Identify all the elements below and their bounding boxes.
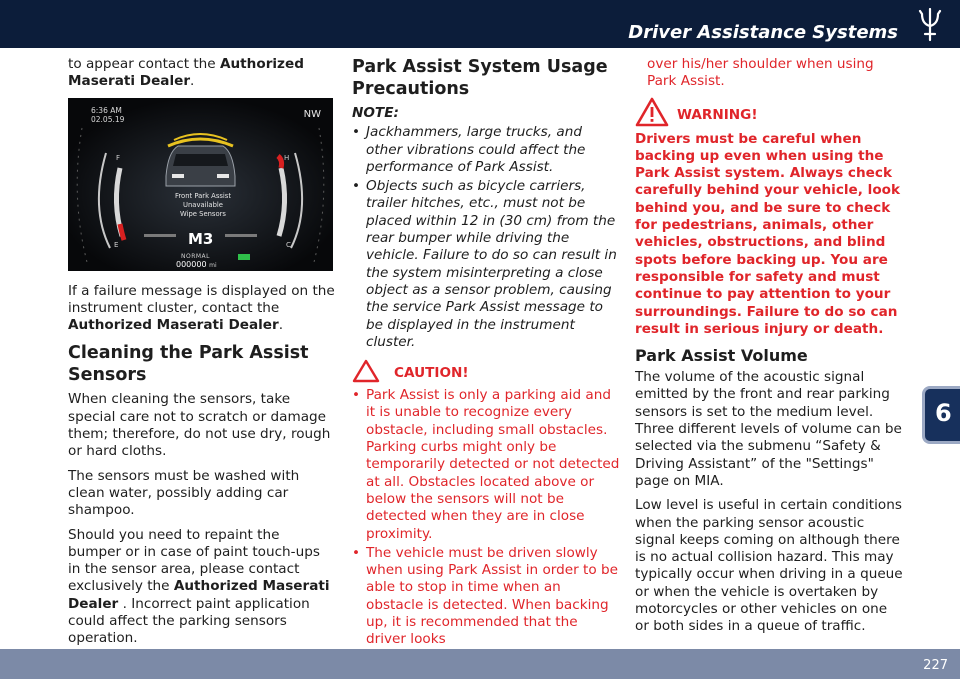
failure-paragraph: If a failure message is displayed on the instrument cluster, contact the Authorized Maserati Dealer. [68, 282, 335, 334]
cleaning-paragraph-3: Should you need to repaint the bumper or in case of paint touch-ups in the sensor area, please contact exclusively the Authorized Maserati Dealer . Incorrect paint application could affect the parking sensors operation. [68, 526, 330, 647]
warning-text: Drivers must be careful when backing up even when using the Park Assist system. Always check carefully behind your vehicle, look behind you, and be sure to check for pedestrians, animals, other vehicles, obstructions, and blind spots before backing up. You are responsible for safety and must continue to pay attention to your surroundings. Failure to do so can result in serious injury or death. [635, 130, 901, 337]
instrument-cluster-image [68, 98, 333, 271]
warning-triangle-icon [635, 97, 669, 127]
fuel-empty-label: E [114, 240, 119, 249]
note-label: NOTE: [352, 105, 399, 121]
dealer-link: Authorized Maserati Dealer [68, 56, 304, 90]
cluster-gear: M3 [188, 229, 214, 248]
caution-label: CAUTION! [394, 364, 469, 381]
precautions-heading: Park Assist System Usage Precautions [352, 57, 608, 99]
page-header [0, 0, 960, 48]
intro-paragraph: to appear contact the Authorized Maserati Dealer. [68, 56, 304, 90]
cleaning-paragraph-1: When cleaning the sensors, take special care not to scratch or damage them; therefore, do not use dry, rough or hard cloths. [68, 391, 331, 460]
note-item: • Objects such as bicycle carriers, trailer hitches, etc., must not be placed within 12 in (30 cm) from the rear bumper while driving the vehicle. Failure to do so can result in the system misinterpreting a close object as a sensor problem, causing the service Park Assist message to be displayed in the instrument cluster. [352, 178, 617, 350]
caution-continued: over his/her shoulder when using Park Assist. [647, 56, 874, 90]
cluster-odometer: 000000 mi [176, 259, 217, 269]
trident-logo-icon [912, 8, 948, 44]
column-right [635, 56, 905, 643]
temp-hot-label: H [284, 153, 290, 162]
volume-paragraph-2: Low level is useful in certain conditions when the parking sensor acoustic signal keeps coming on although there is no actual collision hazard. This may typically occur when driving in a queue or when the vehicle is overtaken by motorcycles or other vehicles on one or both sides in a queue of traffic. [635, 497, 903, 635]
temp-cold-label: C [286, 240, 291, 249]
volume-paragraph-1: The volume of the acoustic signal emitted by the front and rear parking sensors is set to the medium level. Three different levels of volume can be selected via the submenu “Safety & Driving Assistant” of the "Settings" page on MIA. [635, 369, 902, 489]
caution-header [352, 359, 620, 383]
warning-header [635, 97, 905, 127]
cluster-clock: 6:36 AM 02.05.19 [91, 105, 125, 124]
cleaning-heading: Cleaning the Park Assist Sensors [68, 343, 309, 386]
warning-label: WARNING! [677, 107, 758, 124]
caution-triangle-icon [352, 359, 380, 383]
cleaning-paragraph-2: The sensors must be washed with clean water, possibly adding car shampoo. [68, 467, 300, 519]
caution-item: • Park Assist is only a parking aid and it is unable to recognize every obstacle, including small obstacles. Parking curbs might only be temporarily detected or not detected at all. Obstacles located above or below the sensors will not be detected when they are in close proximity. [352, 387, 620, 542]
section-title: Driver Assistance Systems [628, 22, 898, 43]
volume-heading: Park Assist Volume [635, 346, 808, 366]
cluster-message: Front Park Assist Unavailable Wipe Sensors [174, 191, 232, 218]
chapter-number: 6 [935, 399, 952, 427]
column-left [68, 56, 336, 655]
cluster-drive-mode: NORMAL [181, 252, 211, 260]
page-footer [0, 649, 960, 679]
note-item: • Jackhammers, large trucks, and other vibrations could affect the performance of Park Assist. [352, 124, 586, 175]
chapter-tab[interactable] [922, 386, 960, 444]
fuel-full-label: F [116, 153, 121, 162]
caution-item: • The vehicle must be driven slowly when using Park Assist in order to be able to stop in time when an obstacle is detected. When backing up, it is recommended that the driver looks [352, 544, 618, 648]
page-number: 227 [923, 658, 948, 673]
cluster-compass: NW [303, 108, 321, 120]
column-middle [352, 56, 620, 649]
